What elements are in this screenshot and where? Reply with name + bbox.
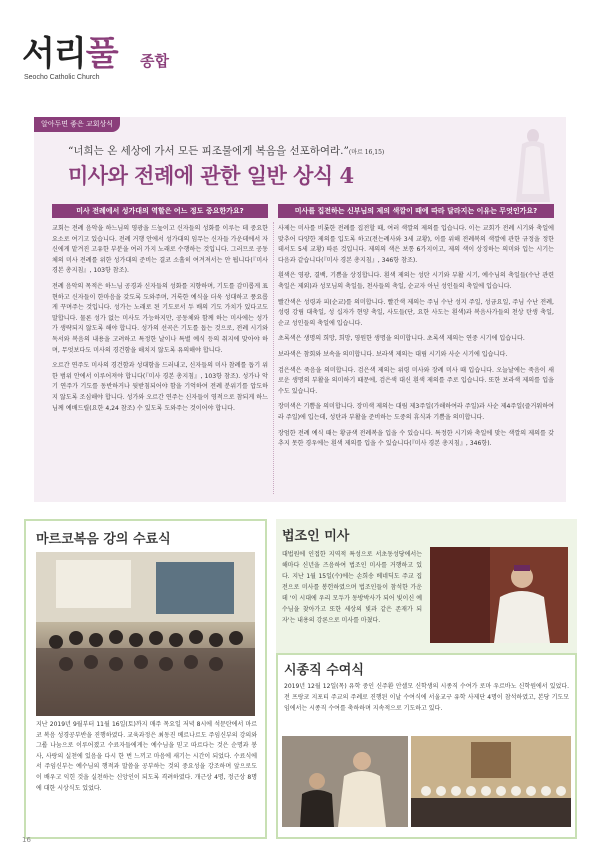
ordination-photo-2	[411, 736, 571, 827]
mark-course-title: 마르코복음 강의 수료식	[36, 532, 171, 547]
column-divider	[273, 222, 274, 494]
left-question-header: 미사 전례에서 성가대의 역할은 어느 정도 중요한가요?	[52, 204, 268, 218]
group-photo	[36, 552, 255, 716]
quote-text: “너희는 온 세상에 가서 모든 피조물에게 복음을 선포하여라.”	[68, 145, 349, 157]
law-mass-article	[276, 519, 577, 653]
masthead-title-main: 풀	[85, 34, 118, 74]
right-paragraph: 보라색은 참회와 보속을 의미합니다. 보라색 제의는 대림 시기와 사순 시기에 입습니다.	[278, 350, 508, 358]
masthead-subtitle: 종합	[140, 52, 169, 70]
law-mass-text: 대법원에 인접한 지역적 특성으로 서초동성당에서는 해마다 신년을 즈음하여 법조인 미사를 거행하고 있다. 지난 1월 15일(수)에는 손희송 베네딕도 주교 집전으로 미사를 봉헌하였으며 법조인들이 참석한 가운데 '이 시대에 우리 모두가 동방박사가 되어 빛이신 예수님을 찾아가고 또한 세상의 빛과 같은 존재가 되자'는 내용의 강론으로 미사를 마쳤다.	[282, 551, 422, 624]
feature-title: 미사와 전례에 관한 일반 상식 4	[68, 163, 354, 188]
law-mass-title: 법조인 미사	[282, 529, 350, 544]
masthead-title	[22, 34, 118, 74]
bishop-photo-image	[430, 547, 568, 643]
masthead-english: Seocho Catholic Church	[24, 74, 100, 81]
ordination-article	[276, 653, 577, 839]
bishop-photo	[430, 547, 568, 643]
mark-course-text: 지난 2019년 9월부터 11월 16일(토)까지 매주 목요일 저녁 8시에 석문탄에서 마르코 복음 성경공부반을 진행하였다. 교육과정은 최동진 베르나르도 주임신부의 강의와 그룹 나눔으로 이루어졌고 수료자들에게는 예수님을 믿고 따르다는 것은 순명과 봉사, 사랑의 실천에 있음을 다시 한 번 느끼고 마음에 새기는 시간이 되었다. 수료식에서 주임신부는 예수님의 행적과 말씀을 공부하는 것의 중요성을 강조하며 앞으로도 이 배우고 익힌 것을 실천하는 신앙인이 되도록 격려하였다. 개근상 4명, 정근상 8명에 대한 시상식도 있었다.	[36, 721, 257, 792]
left-paragraph: 오르간 연주도 미사의 경건함과 성대함을 드러내고, 신자들의 미사 참례를 돕기 위한 범위 안에서 이루어져야 합니다(『미사 경본 총지침』, 103항 참조). 성가나 악기 연주가 기도를 동반하거나 뒷받침되어야 함을 기억하여 전례 분위기를 압도하지 않도록 조심해야 합니다. 성가와 오르간 연주는 신자들이 영적으로 참되게 하느님께 예배드릴(요한 4,24 참조) 수 있도록 도와주는 것이어야 합니다.	[52, 362, 268, 412]
group-photo-image	[36, 552, 255, 716]
right-paragraph: 사제는 미사를 비롯한 전례를 집전할 때, 여러 색깔의 제의를 입습니다. 이는 교회가 전례 시기와 축일에 맞추어 다양한 제의를 입도록 하고(전는례사와 3세 교황), 이를 위해 전례복의 색깔에 관한 규정을 정한 데서도 5세 교황) 따른 것입니다. 제의의 색은 보통 6가지이고, 제의 색이 상징하는 의미와 입는 시기는 다음과 같습니다(『미사 경본 총지침』, 346항 참조).	[278, 225, 554, 264]
right-paragraph: 빨간색은 성령과 피(순교)를 의미합니다. 빨간색 제의는 주님 수난 성지 주일, 성금요일, 주님 수난 전례, 성령 강림 대축일, 성 십자가 현양 축일, 사도들(단, 요한 사도는 흰색)과 복음사가들의 천상 탄생 축일, 순교 성인들의 축일에 입습니다.	[278, 298, 554, 327]
ordination-photo-1	[282, 736, 408, 827]
right-answer-column	[278, 224, 554, 496]
ordination-photo-2-image	[411, 736, 571, 827]
mark-course-article	[24, 519, 267, 839]
mary-statue-icon	[508, 124, 558, 204]
right-paragraph: 흰색은 영광, 결백, 기쁨을 상징합니다. 흰색 제의는 성탄 시기와 부활 시기, 예수님의 축일들(수난 관련 축일은 제외)과 성모님의 축일들, 천사들의 축일, 순교자 아닌 성인들의 축일에 입습니다.	[278, 272, 554, 290]
right-question-header: 미사를 집전하는 신부님의 제의 색깔이 때에 따라 달라지는 이유는 무엇인가요?	[278, 204, 554, 218]
left-answer-column	[52, 224, 268, 496]
left-paragraph: 교회는 전례 음악을 하느님의 영광을 드높이고 신자들의 성화를 이루는 데 중요한 요소로 여기고 있습니다. 전례 거행 안에서 성가대의 임무는 신자들 가운데에서 자신에게 맡겨진 고유한 부분을 여러 가지 노래로 수행하는 것입니다. 그러므로 공동체의 미사 전례를 위한 성가대의 준비는 결코 소홀히 여겨져서는 안 됩니다(『미사 경본 총지침』, 103항 참조).	[52, 225, 268, 275]
right-paragraph: 검은색은 죽음을 의미합니다. 검은색 제의는 위령 미사와 장례 미사 때 입습니다. 오늘날에는 죽음이 새로운 생명의 부활을 의미하기 때문에, 검은색 대신 흰색 제의를 주로 입습니다. 또한 보라색 제의를 입을 수도 있습니다.	[278, 366, 554, 395]
ordination-text: 2019년 12월 12일(목) 유학 중인 신주환 안셀모 신학생의 시종직 수여가 로마 우르바노 신학원에서 있었다. 전 프랑코 지포티 주교의 주례로 진행된 이날 수여식에 서울교구 유학 사제단 4명이 참석하였고, 본당 기도모임에서는 시종직 수여를 축하하며 지속적으로 기도하고 있다.	[284, 683, 569, 712]
page-number: 16	[22, 836, 31, 844]
scripture-quote	[68, 143, 468, 158]
quote-ref: (마르 16,15)	[348, 149, 385, 156]
right-paragraph: 초록색은 생명의 희망, 희망, 영원한 생명을 의미합니다. 초록색 제의는 연중 시기에 입습니다.	[278, 335, 525, 343]
right-paragraph: 장엄한 전례 예식 때는 황금색 전례복을 입을 수 있습니다. 특정한 시기와 축일에 맞는 색깔의 제의를 갖추지 못한 경우에는 흰색 제의를 입을 수 있습니다(『미사 경본 총지침』, 346항).	[278, 429, 554, 448]
category-tab: 알아두면 좋은 교회상식	[34, 117, 120, 132]
left-paragraph: 전례 음악의 목적은 하느님 공경과 신자들의 성화를 지향하며, 기도를 감미롭게 표현하고 신자들이 한마음을 갖도록 도와주며, 거룩한 예식을 더욱 성대하고 풍요롭게 꾸며주는 것입니다. 성가는 노래로 된 기도로서 두 배의 기도 가치가 있다고도 말합니다. 물론 성가 없는 미사도 가능하지만, 공동체와 함께 하는 미사에는 성가가 생략되지 않도록 해야 합니다. 성가의 선곡은 기도를 돕는 것으로, 전례 시기와 독서와 복음의 내용을 고려하고 특정한 날이나 특별 예식 등의 취지에 맞아야 하며, 무엇보다도 미사의 경건함을 해치지 않도록 유의해야 합니다.	[52, 282, 268, 354]
masthead-title-prefix: 서리	[22, 34, 86, 74]
ordination-photo-1-image	[282, 736, 408, 827]
ordination-title: 시종직 수여식	[284, 663, 364, 678]
masthead	[22, 34, 222, 104]
right-paragraph: 장미색은 기쁨을 의미합니다. 장미색 제의는 대림 제3주일(가해하여라 주일)과 사순 제4주일(즐거워하여라 주일)에 입는데, 성탄과 부활을 준비하는 도중의 휴식과 기쁨을 의미합니다.	[278, 403, 554, 421]
